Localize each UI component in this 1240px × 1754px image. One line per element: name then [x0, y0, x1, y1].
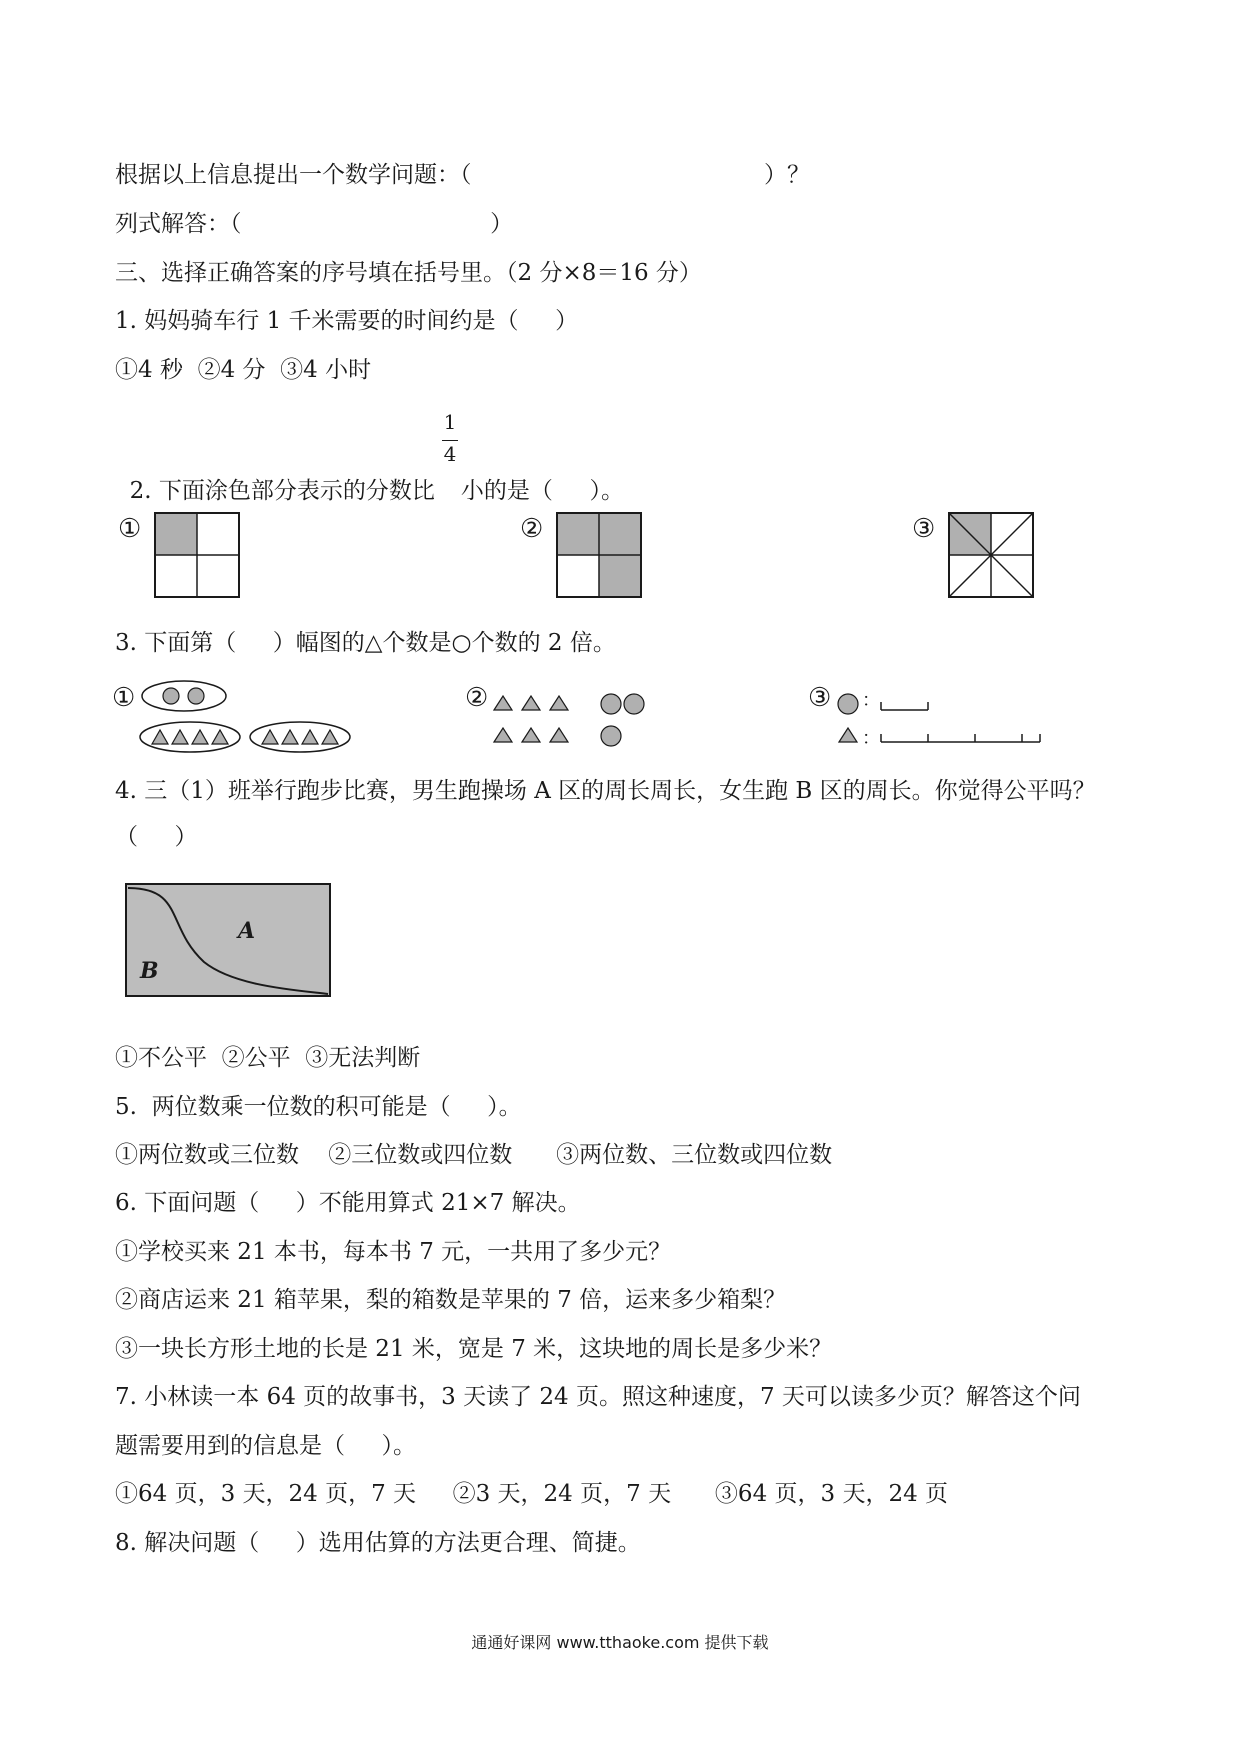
- q3-figure-2: [492, 690, 662, 760]
- triangle-icon: [152, 730, 168, 744]
- q6-option-3: ③一块长方形土地的长是 21 米，宽是 7 米，这块地的周长是多少米？: [115, 1336, 833, 1362]
- triangle-icon: [322, 730, 338, 744]
- q2-fig1-shaded-cell: [155, 513, 197, 555]
- triangle-icon: [494, 728, 512, 742]
- circle-icon: [838, 694, 858, 714]
- q3-fig3-colon-1: ：: [862, 690, 880, 711]
- circle-icon: [624, 694, 644, 714]
- fraction-numerator: 1: [443, 410, 457, 434]
- triangle-icon: [522, 696, 540, 710]
- fraction-denominator: 4: [443, 442, 457, 466]
- q3-fig3-label: ③: [808, 683, 832, 713]
- triangle-icon: [262, 730, 278, 744]
- q3-figure-1: [138, 678, 358, 758]
- q4-blank: （ ）: [115, 824, 198, 850]
- q5-stem: 5. 两位数乘一位数的积可能是（ ）。: [115, 1094, 522, 1120]
- q2-stem-after: 小的是（ ）。: [460, 478, 624, 504]
- q8-stem: 8. 解决问题（ ）选用估算的方法更合理、简捷。: [115, 1530, 641, 1556]
- q5-options: ①两位数或三位数 ②三位数或四位数 ③两位数、三位数或四位数: [115, 1142, 833, 1168]
- q7-stem-line-2: 题需要用到的信息是（ ）。: [115, 1433, 417, 1459]
- triangle-icon: [522, 728, 540, 742]
- triangle-icon: [302, 730, 318, 744]
- q4-options: ①不公平 ②公平 ③无法判断: [115, 1045, 421, 1071]
- triangle-icon: [212, 730, 228, 744]
- q2-fig1-label: ①: [118, 514, 142, 544]
- circle-icon: [188, 688, 204, 704]
- q1-options: ①4 秒 ②4 分 ③4 小时: [115, 357, 372, 383]
- q2-fig3-label: ③: [912, 514, 936, 544]
- question-prompt: 根据以上信息提出一个数学问题：（ ）？: [115, 162, 810, 188]
- solve-prompt: 列式解答：（ ）: [115, 211, 514, 237]
- triangle-icon: [550, 696, 568, 710]
- circle-icon: [601, 726, 621, 746]
- section3-heading: 三、选择正确答案的序号填在括号里。（2 分×8＝16 分）: [115, 260, 702, 286]
- q7-options: ①64 页，3 天，24 页，7 天 ②3 天，24 页，7 天 ③64 页，3 天，24 页: [115, 1481, 949, 1507]
- triangle-icon: [192, 730, 208, 744]
- triangle-icon: [494, 696, 512, 710]
- fraction-bar: [442, 440, 458, 441]
- triangle-icon: [550, 728, 568, 742]
- q2-fig2-shaded-cell-a: [557, 513, 599, 555]
- q6-stem: 6. 下面问题（ ）不能用算式 21×7 解决。: [115, 1190, 581, 1216]
- triangle-icon: [839, 728, 857, 742]
- q4-stem: 4. 三（1）班举行跑步比赛，男生跑操场 A 区的周长周长，女生跑 B 区的周长。你觉得公平吗？: [115, 778, 1096, 804]
- triangle-icon: [282, 730, 298, 744]
- circle-icon: [601, 694, 621, 714]
- q2-stem: [115, 446, 624, 506]
- q6-option-2: ②商店运来 21 箱苹果，梨的箱数是苹果的 7 倍，运来多少箱梨？: [115, 1287, 787, 1313]
- region-b-label: B: [140, 958, 159, 984]
- q2-figure-1: [154, 512, 240, 598]
- region-a-label: A: [238, 918, 256, 944]
- q3-fig2-label: ②: [465, 683, 489, 713]
- triangle-icon: [172, 730, 188, 744]
- q2-stem-before: 2. 下面涂色部分表示的分数比: [129, 478, 435, 504]
- q2-figure-3: [948, 512, 1034, 598]
- page-footer: 通通好课网 www.tthaoke.com 提供下载: [471, 1633, 769, 1652]
- q3-fig1-label: ①: [112, 683, 136, 713]
- q1-stem: 1. 妈妈骑车行 1 千米需要的时间约是（ ）: [115, 308, 579, 334]
- q3-stem: 3. 下面第（ ）幅图的△个数是○个数的 2 倍。: [115, 630, 616, 656]
- q6-option-1: ①学校买来 21 本书，每本书 7 元，一共用了多少元？: [115, 1239, 672, 1265]
- q2-fig2-label: ②: [520, 514, 544, 544]
- q7-stem-line-1: 7. 小林读一本 64 页的故事书，3 天读了 24 页。照这种速度，7 天可以读多少页？解答这个问: [115, 1384, 1081, 1410]
- circle-icon: [163, 688, 179, 704]
- q2-figure-2: [556, 512, 642, 598]
- q3-fig3-colon-2: ：: [862, 728, 880, 749]
